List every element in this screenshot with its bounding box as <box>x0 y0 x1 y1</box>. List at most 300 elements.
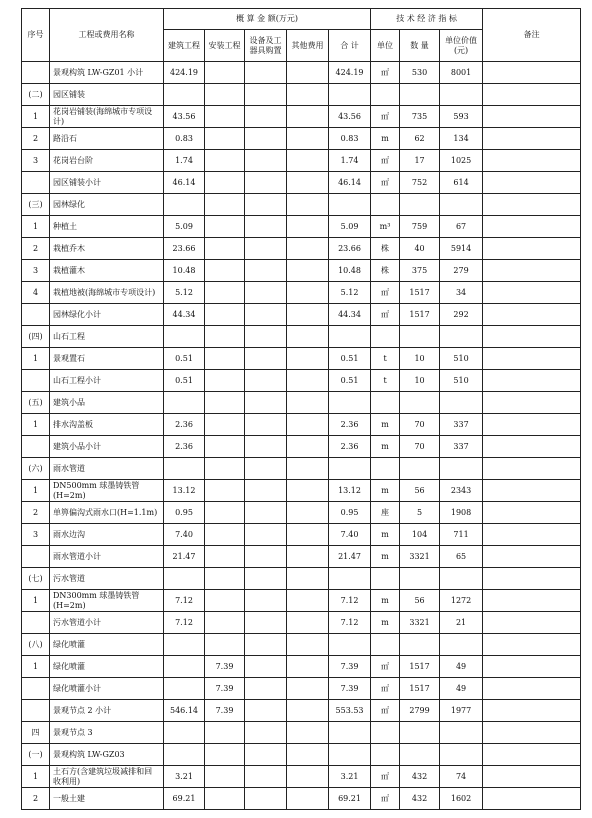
cell-seq <box>22 370 50 392</box>
table-row <box>22 480 581 502</box>
cell-equipment <box>245 656 287 678</box>
cell-name: DN500mm 球墨铸铁管(H=2m) <box>50 480 164 502</box>
cell-remarks <box>483 766 581 788</box>
cell-building: 44.34 <box>164 304 205 326</box>
cell-equipment <box>245 700 287 722</box>
cell-total: 0.51 <box>329 370 371 392</box>
cell-install <box>205 326 245 348</box>
cell-qty: 530 <box>400 62 440 84</box>
cell-equipment <box>245 458 287 480</box>
cell-other <box>287 700 329 722</box>
cell-unit: ㎡ <box>371 172 400 194</box>
cell-install <box>205 436 245 458</box>
table-row <box>22 568 581 590</box>
cell-install <box>205 788 245 810</box>
cell-seq: 1 <box>22 414 50 436</box>
cell-install <box>205 150 245 172</box>
cell-other <box>287 216 329 238</box>
cell-unit: m <box>371 612 400 634</box>
header-install: 安装工程 <box>205 30 245 62</box>
cell-building: 0.83 <box>164 128 205 150</box>
cell-install <box>205 568 245 590</box>
cell-building: 0.51 <box>164 370 205 392</box>
cell-install <box>205 194 245 216</box>
cell-total: 0.95 <box>329 502 371 524</box>
cell-building <box>164 194 205 216</box>
cell-qty: 432 <box>400 766 440 788</box>
cell-qty <box>400 458 440 480</box>
cell-remarks <box>483 150 581 172</box>
table-row <box>22 84 581 106</box>
cell-unit-price <box>440 634 483 656</box>
cell-qty: 40 <box>400 238 440 260</box>
cell-unit <box>371 458 400 480</box>
cell-total <box>329 194 371 216</box>
cell-building <box>164 656 205 678</box>
cell-qty: 17 <box>400 150 440 172</box>
cell-equipment <box>245 502 287 524</box>
cell-unit: m <box>371 128 400 150</box>
cell-equipment <box>245 612 287 634</box>
cell-install <box>205 128 245 150</box>
cell-other <box>287 348 329 370</box>
cell-name: 建筑小品小计 <box>50 436 164 458</box>
cell-unit: m <box>371 590 400 612</box>
cell-total: 2.36 <box>329 436 371 458</box>
cell-install <box>205 392 245 414</box>
cell-other <box>287 392 329 414</box>
cell-name: 景观节点 3 <box>50 722 164 744</box>
cell-total: 7.40 <box>329 524 371 546</box>
cell-building <box>164 326 205 348</box>
cell-building: 1.74 <box>164 150 205 172</box>
cell-equipment <box>245 392 287 414</box>
cell-name: 雨水管道 <box>50 458 164 480</box>
cell-total: 0.51 <box>329 348 371 370</box>
cell-install <box>205 260 245 282</box>
cell-total: 5.12 <box>329 282 371 304</box>
cell-install: 7.39 <box>205 700 245 722</box>
cell-building <box>164 84 205 106</box>
cell-qty <box>400 634 440 656</box>
cell-name: 雨水边沟 <box>50 524 164 546</box>
cell-unit <box>371 634 400 656</box>
cell-remarks <box>483 172 581 194</box>
cell-unit-price: 67 <box>440 216 483 238</box>
cell-qty <box>400 568 440 590</box>
cell-qty: 2799 <box>400 700 440 722</box>
cell-equipment <box>245 304 287 326</box>
cell-unit-price: 1025 <box>440 150 483 172</box>
cell-other <box>287 590 329 612</box>
cell-install <box>205 282 245 304</box>
table-row <box>22 172 581 194</box>
header-seq: 序号 <box>22 9 50 62</box>
cell-other <box>287 502 329 524</box>
cell-qty: 3321 <box>400 546 440 568</box>
cell-install <box>205 458 245 480</box>
cell-unit: ㎡ <box>371 106 400 128</box>
cell-qty: 1517 <box>400 282 440 304</box>
cell-other <box>287 106 329 128</box>
cell-install <box>205 524 245 546</box>
cell-unit-price: 1977 <box>440 700 483 722</box>
cell-remarks <box>483 634 581 656</box>
cell-remarks <box>483 84 581 106</box>
cell-install <box>205 722 245 744</box>
cell-name: 建筑小品 <box>50 392 164 414</box>
cell-total: 553.53 <box>329 700 371 722</box>
cell-total <box>329 634 371 656</box>
cell-other <box>287 194 329 216</box>
cell-install <box>205 634 245 656</box>
cell-unit-price: 510 <box>440 370 483 392</box>
cell-building <box>164 392 205 414</box>
cell-unit: ㎡ <box>371 62 400 84</box>
cell-remarks <box>483 238 581 260</box>
cell-qty: 10 <box>400 348 440 370</box>
table-row <box>22 722 581 744</box>
cell-install <box>205 744 245 766</box>
cell-qty: 104 <box>400 524 440 546</box>
header-total: 合 计 <box>329 30 371 62</box>
cell-equipment <box>245 546 287 568</box>
cell-equipment <box>245 436 287 458</box>
cell-qty: 3321 <box>400 612 440 634</box>
cell-unit: ㎡ <box>371 788 400 810</box>
cell-seq: 1 <box>22 216 50 238</box>
cell-total: 44.34 <box>329 304 371 326</box>
cell-unit-price: 510 <box>440 348 483 370</box>
cell-seq <box>22 700 50 722</box>
cell-equipment <box>245 260 287 282</box>
cell-unit: 株 <box>371 260 400 282</box>
cell-unit <box>371 84 400 106</box>
header-building: 建筑工程 <box>164 30 205 62</box>
cell-equipment <box>245 172 287 194</box>
cell-remarks <box>483 568 581 590</box>
cell-total: 1.74 <box>329 150 371 172</box>
cell-name: 绿化喷灌 <box>50 634 164 656</box>
cell-seq: 1 <box>22 656 50 678</box>
cell-unit: t <box>371 348 400 370</box>
cell-other <box>287 370 329 392</box>
cell-qty <box>400 194 440 216</box>
cell-seq: (二) <box>22 84 50 106</box>
cell-seq <box>22 304 50 326</box>
cell-remarks <box>483 348 581 370</box>
cell-other <box>287 612 329 634</box>
cell-building: 424.19 <box>164 62 205 84</box>
cell-seq: (四) <box>22 326 50 348</box>
cell-building <box>164 634 205 656</box>
cell-seq: (五) <box>22 392 50 414</box>
cell-seq: (八) <box>22 634 50 656</box>
cell-unit-price <box>440 194 483 216</box>
table-row <box>22 590 581 612</box>
cell-install <box>205 348 245 370</box>
table-row <box>22 700 581 722</box>
cell-other <box>287 744 329 766</box>
cell-unit: m <box>371 480 400 502</box>
cell-total: 69.21 <box>329 788 371 810</box>
cell-install <box>205 62 245 84</box>
cell-unit-price: 34 <box>440 282 483 304</box>
cell-unit: ㎡ <box>371 304 400 326</box>
cell-unit-price <box>440 722 483 744</box>
cell-seq: 4 <box>22 282 50 304</box>
cell-name: 栽植灌木 <box>50 260 164 282</box>
budget-estimate-table <box>21 8 581 810</box>
cell-remarks <box>483 678 581 700</box>
cell-other <box>287 546 329 568</box>
cell-name: 园林绿化小计 <box>50 304 164 326</box>
table-body <box>22 62 581 810</box>
cell-building: 0.95 <box>164 502 205 524</box>
cell-unit <box>371 568 400 590</box>
cell-remarks <box>483 722 581 744</box>
cell-seq <box>22 62 50 84</box>
cell-other <box>287 480 329 502</box>
cell-other <box>287 62 329 84</box>
table-row <box>22 414 581 436</box>
cell-total: 23.66 <box>329 238 371 260</box>
cell-building: 43.56 <box>164 106 205 128</box>
cell-other <box>287 238 329 260</box>
cell-seq <box>22 612 50 634</box>
cell-building: 5.12 <box>164 282 205 304</box>
cell-unit <box>371 722 400 744</box>
cell-qty: 56 <box>400 590 440 612</box>
cell-seq: 1 <box>22 106 50 128</box>
cell-name: 污水管道 <box>50 568 164 590</box>
cell-other <box>287 634 329 656</box>
cell-unit <box>371 194 400 216</box>
cell-seq: 2 <box>22 502 50 524</box>
cell-total: 2.36 <box>329 414 371 436</box>
cell-qty <box>400 84 440 106</box>
table-row <box>22 392 581 414</box>
cell-building: 3.21 <box>164 766 205 788</box>
cell-remarks <box>483 194 581 216</box>
cell-name: 园林绿化 <box>50 194 164 216</box>
cell-install <box>205 84 245 106</box>
cell-building: 0.51 <box>164 348 205 370</box>
cell-name: 绿化喷灌 <box>50 656 164 678</box>
cell-other <box>287 128 329 150</box>
table-row <box>22 436 581 458</box>
cell-other <box>287 568 329 590</box>
cell-building: 23.66 <box>164 238 205 260</box>
cell-equipment <box>245 370 287 392</box>
cell-name: 污水管道小计 <box>50 612 164 634</box>
cell-other <box>287 678 329 700</box>
cell-total <box>329 326 371 348</box>
cell-unit-price: 279 <box>440 260 483 282</box>
cell-unit: 株 <box>371 238 400 260</box>
cell-unit: ㎡ <box>371 700 400 722</box>
table-row <box>22 370 581 392</box>
cell-building: 7.40 <box>164 524 205 546</box>
cell-qty: 375 <box>400 260 440 282</box>
cell-other <box>287 172 329 194</box>
cell-remarks <box>483 106 581 128</box>
cell-equipment <box>245 216 287 238</box>
cell-unit-price: 74 <box>440 766 483 788</box>
cell-building: 46.14 <box>164 172 205 194</box>
cell-seq: (一) <box>22 744 50 766</box>
cell-remarks <box>483 700 581 722</box>
cell-other <box>287 656 329 678</box>
cell-unit-price: 1272 <box>440 590 483 612</box>
cell-seq: 3 <box>22 150 50 172</box>
cell-install <box>205 304 245 326</box>
cell-unit <box>371 326 400 348</box>
table-row <box>22 128 581 150</box>
cell-seq <box>22 546 50 568</box>
cell-equipment <box>245 106 287 128</box>
cell-total <box>329 84 371 106</box>
cell-qty: 752 <box>400 172 440 194</box>
cell-unit: ㎡ <box>371 766 400 788</box>
cell-equipment <box>245 634 287 656</box>
table-row <box>22 62 581 84</box>
cell-other <box>287 766 329 788</box>
header-unit-price: 单位价值(元) <box>440 30 483 62</box>
cell-equipment <box>245 678 287 700</box>
cell-other <box>287 458 329 480</box>
table-row <box>22 656 581 678</box>
cell-other <box>287 788 329 810</box>
cell-other <box>287 722 329 744</box>
header-name: 工程或费用名称 <box>50 9 164 62</box>
header-remarks: 备注 <box>483 9 581 62</box>
cell-name: 单箅偏沟式雨水口(H=1.1m) <box>50 502 164 524</box>
cell-total <box>329 568 371 590</box>
cell-total: 7.39 <box>329 656 371 678</box>
cell-unit-price <box>440 568 483 590</box>
table-row <box>22 678 581 700</box>
cell-building <box>164 744 205 766</box>
cell-total: 7.39 <box>329 678 371 700</box>
cell-name: 栽植乔木 <box>50 238 164 260</box>
cell-seq: (三) <box>22 194 50 216</box>
cell-name: DN300mm 球墨铸铁管(H=2m) <box>50 590 164 612</box>
cell-building: 13.12 <box>164 480 205 502</box>
cell-seq <box>22 678 50 700</box>
cell-unit: m <box>371 436 400 458</box>
cell-equipment <box>245 788 287 810</box>
cell-other <box>287 414 329 436</box>
cell-qty: 1517 <box>400 304 440 326</box>
cell-unit-price: 1602 <box>440 788 483 810</box>
table-row <box>22 326 581 348</box>
table-row <box>22 458 581 480</box>
cell-qty: 1517 <box>400 656 440 678</box>
cell-equipment <box>245 590 287 612</box>
cell-seq <box>22 172 50 194</box>
cell-building: 69.21 <box>164 788 205 810</box>
cell-seq: 3 <box>22 524 50 546</box>
cell-name: 景观构筑 LW-GZ03 <box>50 744 164 766</box>
cell-install <box>205 216 245 238</box>
cell-name: 排水沟盖板 <box>50 414 164 436</box>
cell-unit-price: 337 <box>440 436 483 458</box>
cell-remarks <box>483 458 581 480</box>
cell-name: 景观置石 <box>50 348 164 370</box>
cell-remarks <box>483 436 581 458</box>
cell-unit-price: 2343 <box>440 480 483 502</box>
cell-name: 山石工程小计 <box>50 370 164 392</box>
cell-install <box>205 172 245 194</box>
cell-unit-price: 1908 <box>440 502 483 524</box>
cell-building <box>164 458 205 480</box>
cell-install <box>205 546 245 568</box>
cell-unit-price: 593 <box>440 106 483 128</box>
header-tech-group: 技 术 经 济 指 标 <box>371 9 483 30</box>
cell-unit-price: 49 <box>440 656 483 678</box>
cell-total <box>329 458 371 480</box>
cell-building <box>164 568 205 590</box>
cell-name: 路沿石 <box>50 128 164 150</box>
table-row <box>22 150 581 172</box>
header-unit: 单位 <box>371 30 400 62</box>
cell-seq: 2 <box>22 128 50 150</box>
cell-remarks <box>483 788 581 810</box>
cell-install <box>205 766 245 788</box>
cell-other <box>287 524 329 546</box>
cell-equipment <box>245 282 287 304</box>
cell-unit-price: 134 <box>440 128 483 150</box>
cell-total: 21.47 <box>329 546 371 568</box>
cell-qty <box>400 392 440 414</box>
cell-remarks <box>483 612 581 634</box>
cell-qty <box>400 744 440 766</box>
cell-total <box>329 744 371 766</box>
cell-unit-price: 614 <box>440 172 483 194</box>
cell-equipment <box>245 480 287 502</box>
cell-building: 10.48 <box>164 260 205 282</box>
table-row <box>22 524 581 546</box>
cell-remarks <box>483 546 581 568</box>
cell-name: 景观构筑 LW-GZ01 小计 <box>50 62 164 84</box>
cell-seq: 1 <box>22 590 50 612</box>
cell-unit-price: 711 <box>440 524 483 546</box>
cell-remarks <box>483 590 581 612</box>
cell-remarks <box>483 62 581 84</box>
cell-unit: m³ <box>371 216 400 238</box>
table-row <box>22 612 581 634</box>
cell-install <box>205 590 245 612</box>
cell-qty: 5 <box>400 502 440 524</box>
cell-qty: 432 <box>400 788 440 810</box>
cell-unit: 座 <box>371 502 400 524</box>
cell-remarks <box>483 370 581 392</box>
cell-equipment <box>245 722 287 744</box>
cell-seq: 1 <box>22 766 50 788</box>
table-row <box>22 106 581 128</box>
table-row <box>22 194 581 216</box>
cell-seq: 2 <box>22 238 50 260</box>
cell-seq <box>22 436 50 458</box>
cell-name: 栽植地被(海绵城市专项设计) <box>50 282 164 304</box>
cell-other <box>287 150 329 172</box>
cell-remarks <box>483 502 581 524</box>
cell-install <box>205 480 245 502</box>
cell-unit-price <box>440 84 483 106</box>
cell-name: 一般土建 <box>50 788 164 810</box>
cell-name: 园区铺装 <box>50 84 164 106</box>
